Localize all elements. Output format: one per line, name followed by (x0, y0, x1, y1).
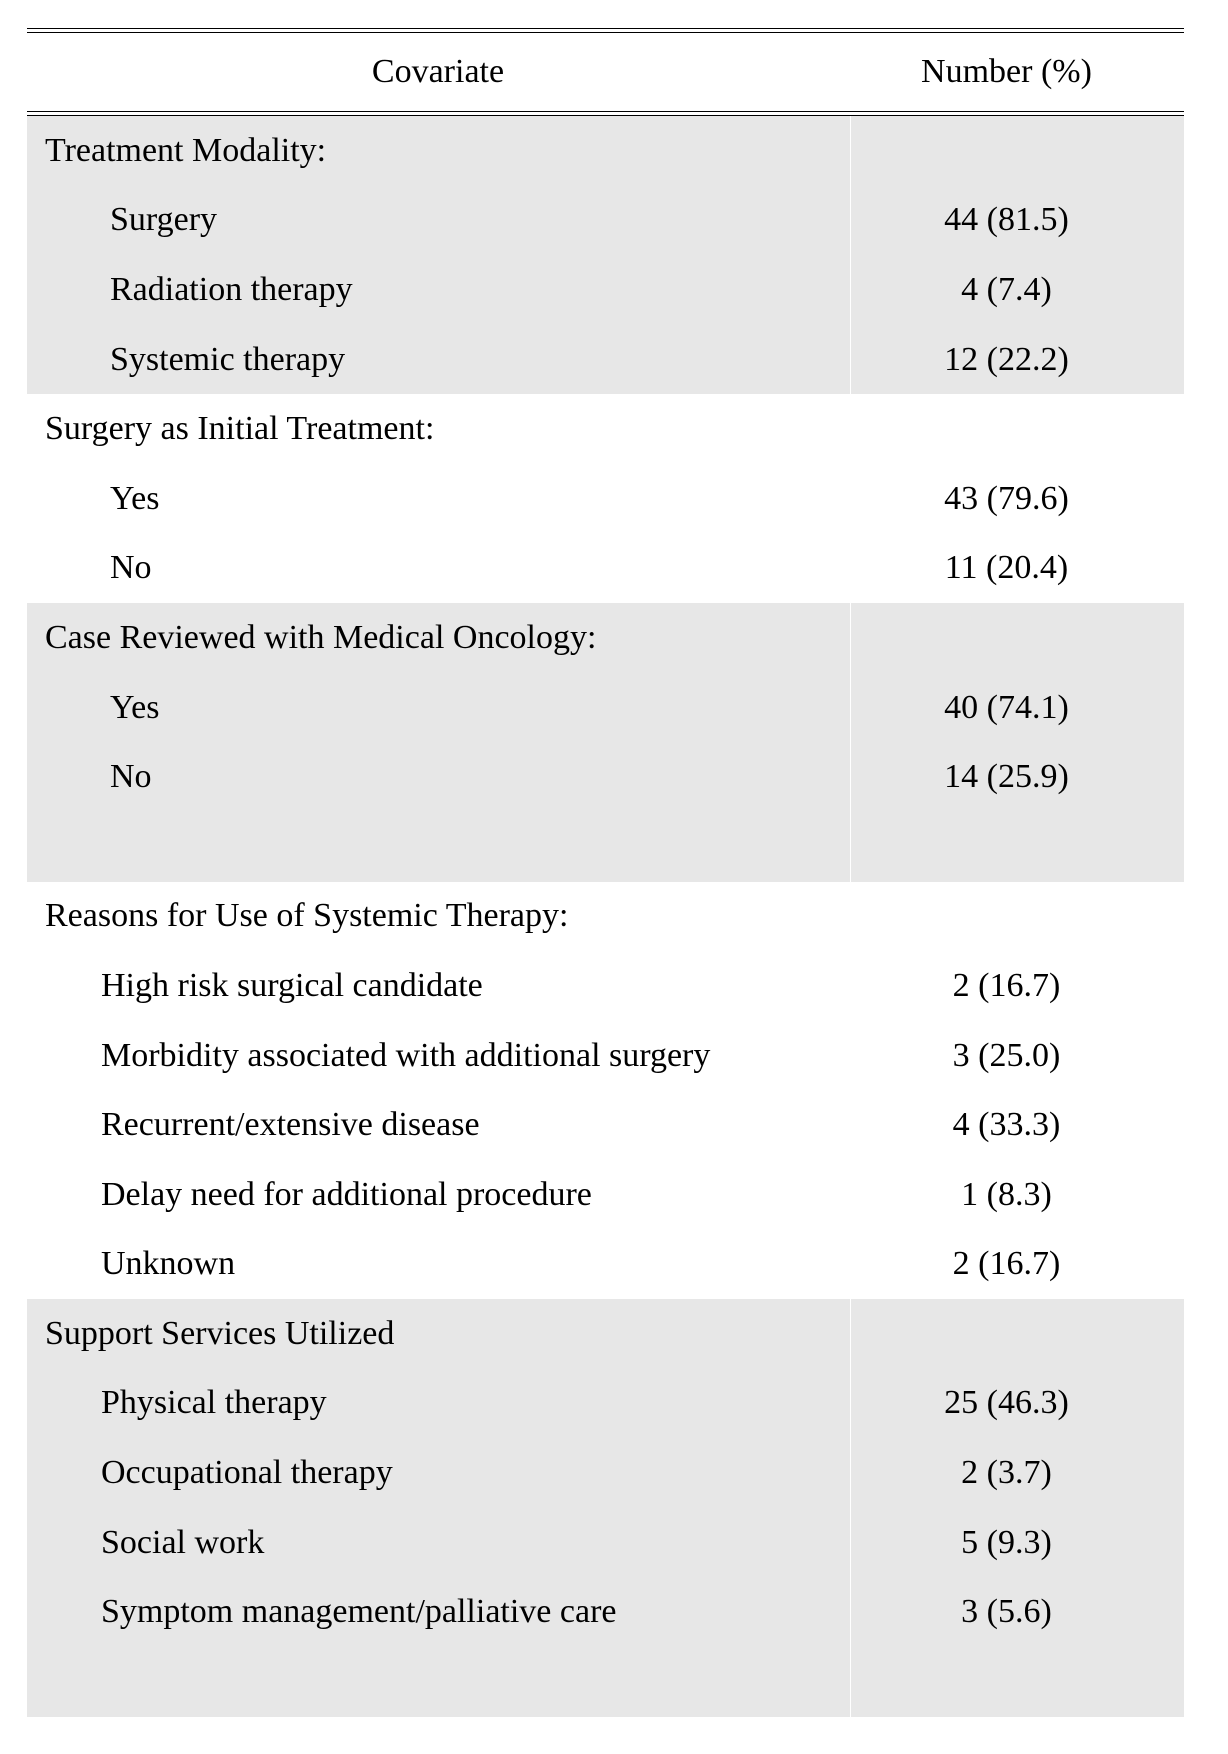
section-heading (27, 116, 1184, 186)
row-value: 2 (3.7) (961, 1454, 1052, 1492)
row-label: Systemic therapy (110, 340, 346, 378)
row-value: 12 (22.2) (944, 340, 1069, 378)
table-row (27, 1577, 1184, 1647)
section-treatment-modality (27, 116, 1184, 394)
table-row (27, 1438, 1184, 1508)
table-row (27, 1160, 1184, 1230)
row-label: No (110, 549, 152, 587)
table-row (27, 1090, 1184, 1160)
row-value: 1 (8.3) (961, 1175, 1052, 1213)
row-label: Symptom management/palliative care (101, 1593, 617, 1631)
row-label: Delay need for additional procedure (101, 1175, 592, 1213)
row-label: Surgery (110, 201, 218, 239)
table-row (27, 464, 1184, 534)
table-row (27, 186, 1184, 256)
row-label: Morbidity associated with additional surgery (101, 1036, 711, 1074)
section-title: Surgery as Initial Treatment: (45, 410, 435, 448)
row-label: Recurrent/extensive disease (101, 1106, 480, 1144)
table-row (27, 951, 1184, 1021)
row-label: Social work (101, 1523, 265, 1561)
section-title: Case Reviewed with Medical Oncology: (45, 618, 597, 656)
row-value: 25 (46.3) (944, 1384, 1069, 1422)
covariate-table (27, 28, 1184, 1717)
section-medical-oncology (27, 603, 1184, 881)
row-value: 43 (79.6) (944, 479, 1069, 517)
table-row (27, 742, 1184, 812)
row-value: 3 (25.0) (952, 1036, 1061, 1074)
row-label: Radiation therapy (110, 270, 353, 308)
row-label: Physical therapy (101, 1384, 327, 1422)
section-surgery-initial (27, 394, 1184, 603)
section-support-services (27, 1299, 1184, 1717)
header-number: Number (%) (921, 53, 1092, 90)
row-label: No (110, 758, 152, 796)
section-spacer (27, 1647, 1184, 1717)
table-row (27, 325, 1184, 395)
table-row (27, 1021, 1184, 1091)
row-value: 44 (81.5) (944, 201, 1069, 239)
section-systemic-reasons (27, 882, 1184, 1300)
section-heading (27, 603, 1184, 673)
row-value: 40 (74.1) (944, 688, 1069, 726)
row-label: Yes (110, 688, 160, 726)
section-spacer (27, 812, 1184, 882)
table-row (27, 1508, 1184, 1578)
row-label: Unknown (101, 1245, 236, 1283)
table-row (27, 255, 1184, 325)
row-value: 2 (16.7) (952, 1245, 1061, 1283)
section-title: Support Services Utilized (45, 1314, 395, 1352)
table-row (27, 673, 1184, 743)
row-value: 4 (7.4) (961, 270, 1052, 308)
table-header-row (27, 33, 1184, 111)
section-title: Treatment Modality: (45, 131, 327, 169)
table-row (27, 534, 1184, 604)
row-value: 14 (25.9) (944, 758, 1069, 796)
section-title: Reasons for Use of Systemic Therapy: (45, 897, 569, 935)
section-heading (27, 1299, 1184, 1369)
header-covariate: Covariate (371, 53, 505, 90)
row-value: 4 (33.3) (952, 1106, 1061, 1144)
row-label: Occupational therapy (101, 1454, 393, 1492)
row-value: 2 (16.7) (952, 966, 1061, 1004)
row-value: 11 (20.4) (944, 549, 1069, 587)
table-row (27, 1230, 1184, 1300)
row-label: Yes (110, 479, 160, 517)
row-value: 5 (9.3) (961, 1523, 1052, 1561)
section-heading (27, 394, 1184, 464)
section-heading (27, 882, 1184, 952)
row-label: High risk surgical candidate (101, 966, 483, 1004)
table-row (27, 1369, 1184, 1439)
row-value: 3 (5.6) (961, 1593, 1052, 1631)
